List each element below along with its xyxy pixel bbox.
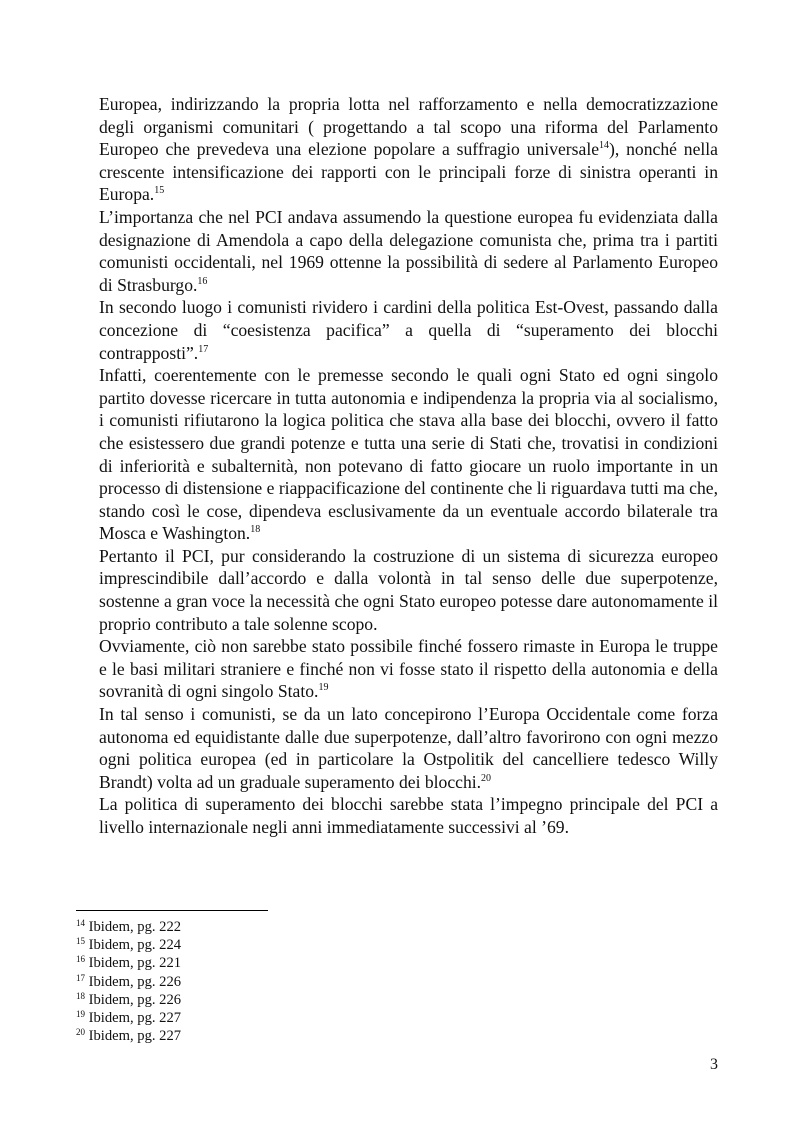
page-number: 3	[710, 1056, 718, 1073]
paragraph-text: L’importanza che nel PCI andava assumendo la questione europea fu evidenziata dalla designazione di Amendola a capo della delegazione comunista che, prima tra i partiti comunisti occidentali, nel 1969 ottenne la possibilità di sedere al Parlamento Europeo di Strasburgo.	[99, 206, 718, 295]
footnote-ref[interactable]: 18	[250, 524, 261, 536]
footnote-ref[interactable]: 19	[318, 682, 329, 694]
footnote-ref[interactable]: 16	[197, 275, 208, 287]
paragraph-8	[99, 793, 718, 838]
footnote-number: 14	[76, 918, 85, 928]
paragraph-7	[99, 703, 718, 793]
footnote-19	[76, 1009, 476, 1027]
paragraph-text: ), nonché nella crescente intensificazione dei rapporti con le principali forze di sinistra operanti in Europa.	[99, 139, 718, 205]
footnote-ref[interactable]: 15	[154, 185, 165, 197]
footnote-text: Ibidem, pg. 226	[85, 991, 182, 1008]
paragraph-5	[99, 545, 718, 635]
footnote-number: 19	[76, 1009, 85, 1020]
footnote-text: Ibidem, pg. 227	[85, 1010, 182, 1027]
paragraph-text: La politica di superamento dei blocchi sarebbe stata l’impegno principale del PCI a livello internazionale negli anni immediatamente successivi al ’69.	[99, 794, 718, 837]
paragraph-text: In secondo luogo i comunisti rividero i cardini della politica Est-Ovest, passando dalla concezione di “coesistenza pacifica” a quella di “superamento dei blocchi contrapposti”.	[99, 297, 718, 363]
paragraph-text: Europea, indirizzando la propria lotta nel rafforzamento e nella democratizzazione degli organismi comunitari ( progettando a tal scopo una riforma del Parlamento Europeo che prevedeva una elezione popolare a suffragio universale	[99, 94, 718, 160]
footnote-number: 16	[76, 954, 85, 965]
paragraph-1	[99, 93, 718, 206]
footnote-text: Ibidem, pg. 222	[85, 919, 182, 935]
paragraph-text: In tal senso i comunisti, se da un lato concepirono l’Europa Occidentale come forza autonoma ed equidistante dalle due superpotenze, dall’altro favorirono con ogni mezzo ogni politica europea (ed in particolare la Ostpolitik del cancelliere tedesco Willy Brandt) volta ad un graduale superamento dei blocchi.	[99, 704, 718, 792]
footnote-20	[76, 1027, 476, 1045]
footnote-text: Ibidem, pg. 224	[85, 937, 182, 954]
footnote-15	[76, 936, 476, 954]
footnote-ref[interactable]: 17	[198, 343, 209, 355]
paragraph-text: Infatti, coerentemente con le premesse secondo le quali ogni Stato ed ogni singolo partito dovesse ricercare in tutta autonomia e indipendenza la propria via al socialismo, i comunisti rifiutarono la logica politica che stava alla base dei blocchi, ovvero il fatto che esistessero due grandi potenze e tutta una serie di Stati che, trovatisi in condizioni di inferiorità e subalternità, non potevano di fatto giocare un ruolo importante in un processo di distensione e riappacificazione del continente che li riguardava tutti ma che, stando così le cose, dipendeva esclusivamente da un eventuale accordo bilaterale tra Mosca e Washington.	[99, 365, 718, 544]
body-text	[99, 93, 718, 839]
footnote-text: Ibidem, pg. 221	[85, 955, 182, 972]
paragraph-2	[99, 206, 718, 296]
footnote-ref[interactable]: 20	[481, 772, 492, 784]
paragraph-3	[99, 296, 718, 364]
footnote-18	[76, 991, 476, 1009]
footnote-separator	[76, 910, 268, 911]
paragraph-text: Pertanto il PCI, pur considerando la costruzione di un sistema di sicurezza europeo imprescindibile dall’accordo e dalla volontà in tal senso delle due superpotenze, sostenne a gran voce la necessità che ogni Stato europeo potesse dare autonomamente il proprio contributo a tale solenne scopo.	[99, 545, 718, 634]
footnote-17	[76, 973, 476, 991]
footnote-number: 15	[76, 936, 85, 947]
paragraph-text: Ovviamente, ciò non sarebbe stato possibile finché fossero rimaste in Europa le truppe e le basi militari straniere e finché non vi fosse stato il rispetto della autonomia e della sovranità di ogni singolo Stato.	[99, 636, 718, 702]
footnote-number: 18	[76, 990, 85, 1001]
paragraph-6	[99, 635, 718, 703]
footnote-ref[interactable]: 14	[599, 140, 610, 152]
footnote-text: Ibidem, pg. 226	[85, 973, 182, 990]
paragraph-4	[99, 364, 718, 545]
footnote-16	[76, 954, 476, 972]
footnote-text: Ibidem, pg. 227	[85, 1028, 182, 1045]
footnotes	[76, 918, 476, 1045]
footnote-14	[76, 918, 476, 936]
footnote-number: 20	[76, 1027, 85, 1038]
footnote-number: 17	[76, 972, 85, 983]
